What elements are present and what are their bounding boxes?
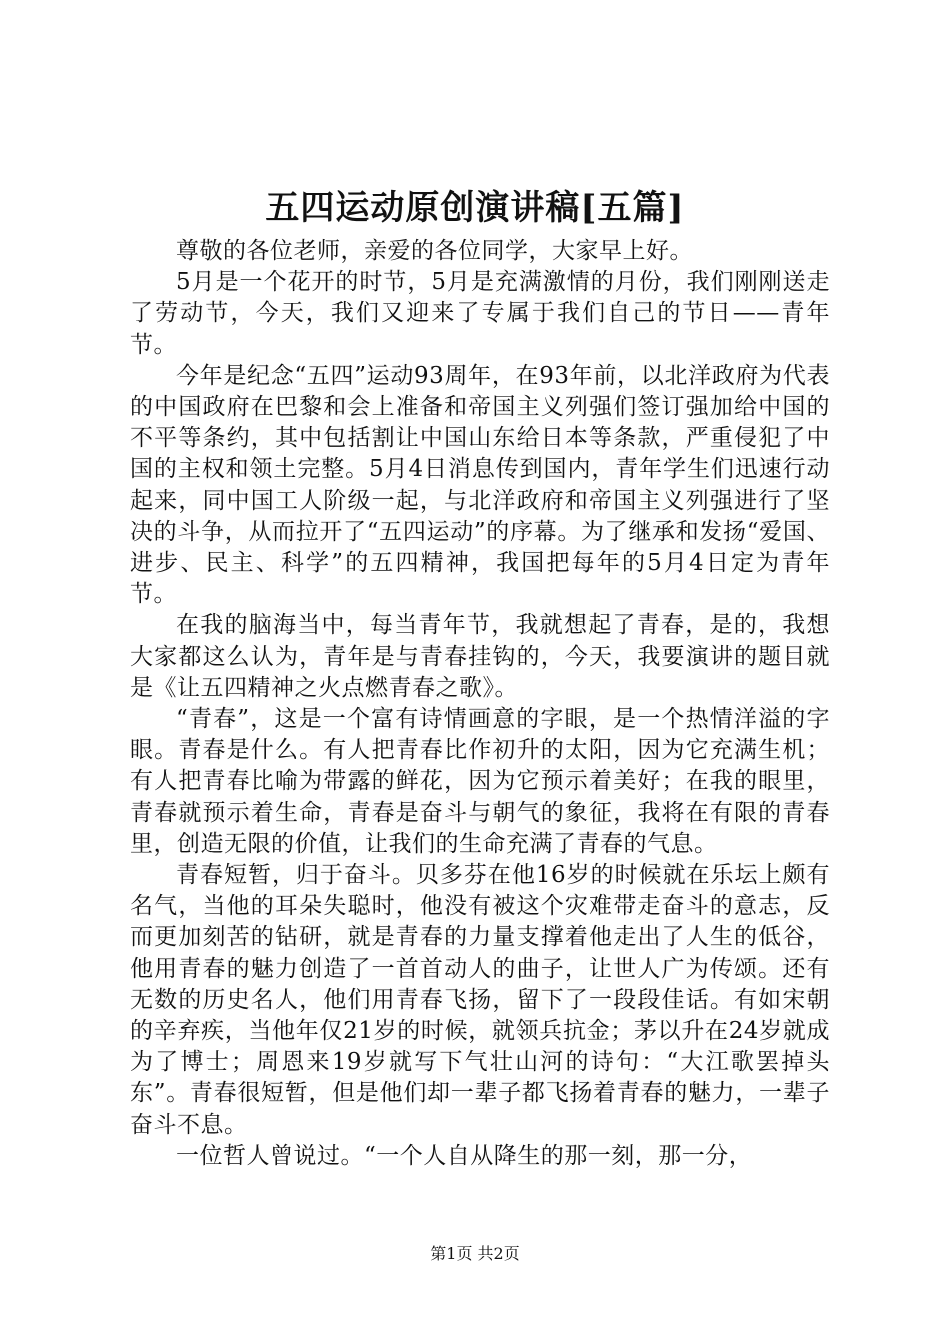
paragraph-greeting: 尊敬的各位老师，亲爱的各位同学，大家早上好。 (176, 238, 693, 264)
page-footer: 第1页 共2页 (430, 1244, 520, 1263)
paragraph-examples: 青春短暂，归于奋斗。贝多芬在他16岁的时候就在乐坛上颇有名气，当他的耳朵失聪时，他没有被这个灾难带走奋斗的意志，反而更加刻苦的钻研，就是青春的力量支撑着他走出了人生的低谷，他用青春的魅力创造了一首首动人的曲子，让世人广为传颂。还有无数的历史名人，他们用青春飞扬，留下了一段段佳话。有如宋朝的辛弃疾，当他年仅21岁的时候，就领兵抗金；茅以升在24岁就成为了博士；周恩来19岁就写下气壮山河的诗句：“大江歌罢掉头东”。青春很短暂，但是他们却一辈子都飞扬着青春的魅力，一辈子奋斗不息。 (130, 862, 830, 1138)
document-title: 五四运动原创演讲稿[五篇] (265, 188, 685, 228)
paragraph-philosopher: 一位哲人曾说过。“一个人自从降生的那一刻，那一分， (176, 1142, 753, 1169)
paragraph-youth-meaning: “青春”，这是一个富有诗情画意的字眼，是一个热情洋溢的字眼。青春是什么。有人把青春比作初升的太阳，因为它充满生机；有人把青春比喻为带露的鲜花，因为它预示着美好；在我的眼里，青春就预示着生命，青春是奋斗与朝气的象征，我将在有限的青春里，创造无限的价值，让我们的生命充满了青春的气息。 (130, 706, 830, 857)
paragraph-topic: 在我的脑海当中，每当青年节，我就想起了青春，是的，我想大家都这么认为，青年是与青春挂钩的，今天，我要演讲的题目就是《让五四精神之火点燃青春之歌》。 (130, 612, 830, 701)
paragraph-history: 今年是纪念“五四”运动93周年，在93年前，以北洋政府为代表的中国政府在巴黎和会上准备和帝国主义列强们签订强加给中国的不平等条约，其中包括割让中国山东给日本等条款，严重侵犯了中国的主权和领土完整。5月4日消息传到国内，青年学生们迅速行动起来，同中国工人阶级一起，与北洋政府和帝国主义列强进行了坚决的斗争，从而拉开了“五四运动”的序幕。为了继承和发扬“爱国、进步、民主、科学”的五四精神，我国把每年的5月4日定为青年节。 (130, 362, 830, 608)
document-body (130, 236, 830, 1172)
paragraph-may-intro: 5月是一个花开的时节，5月是充满激情的月份，我们刚刚送走了劳动节，今天，我们又迎来了专属于我们自己的节日——青年节。 (130, 269, 830, 358)
